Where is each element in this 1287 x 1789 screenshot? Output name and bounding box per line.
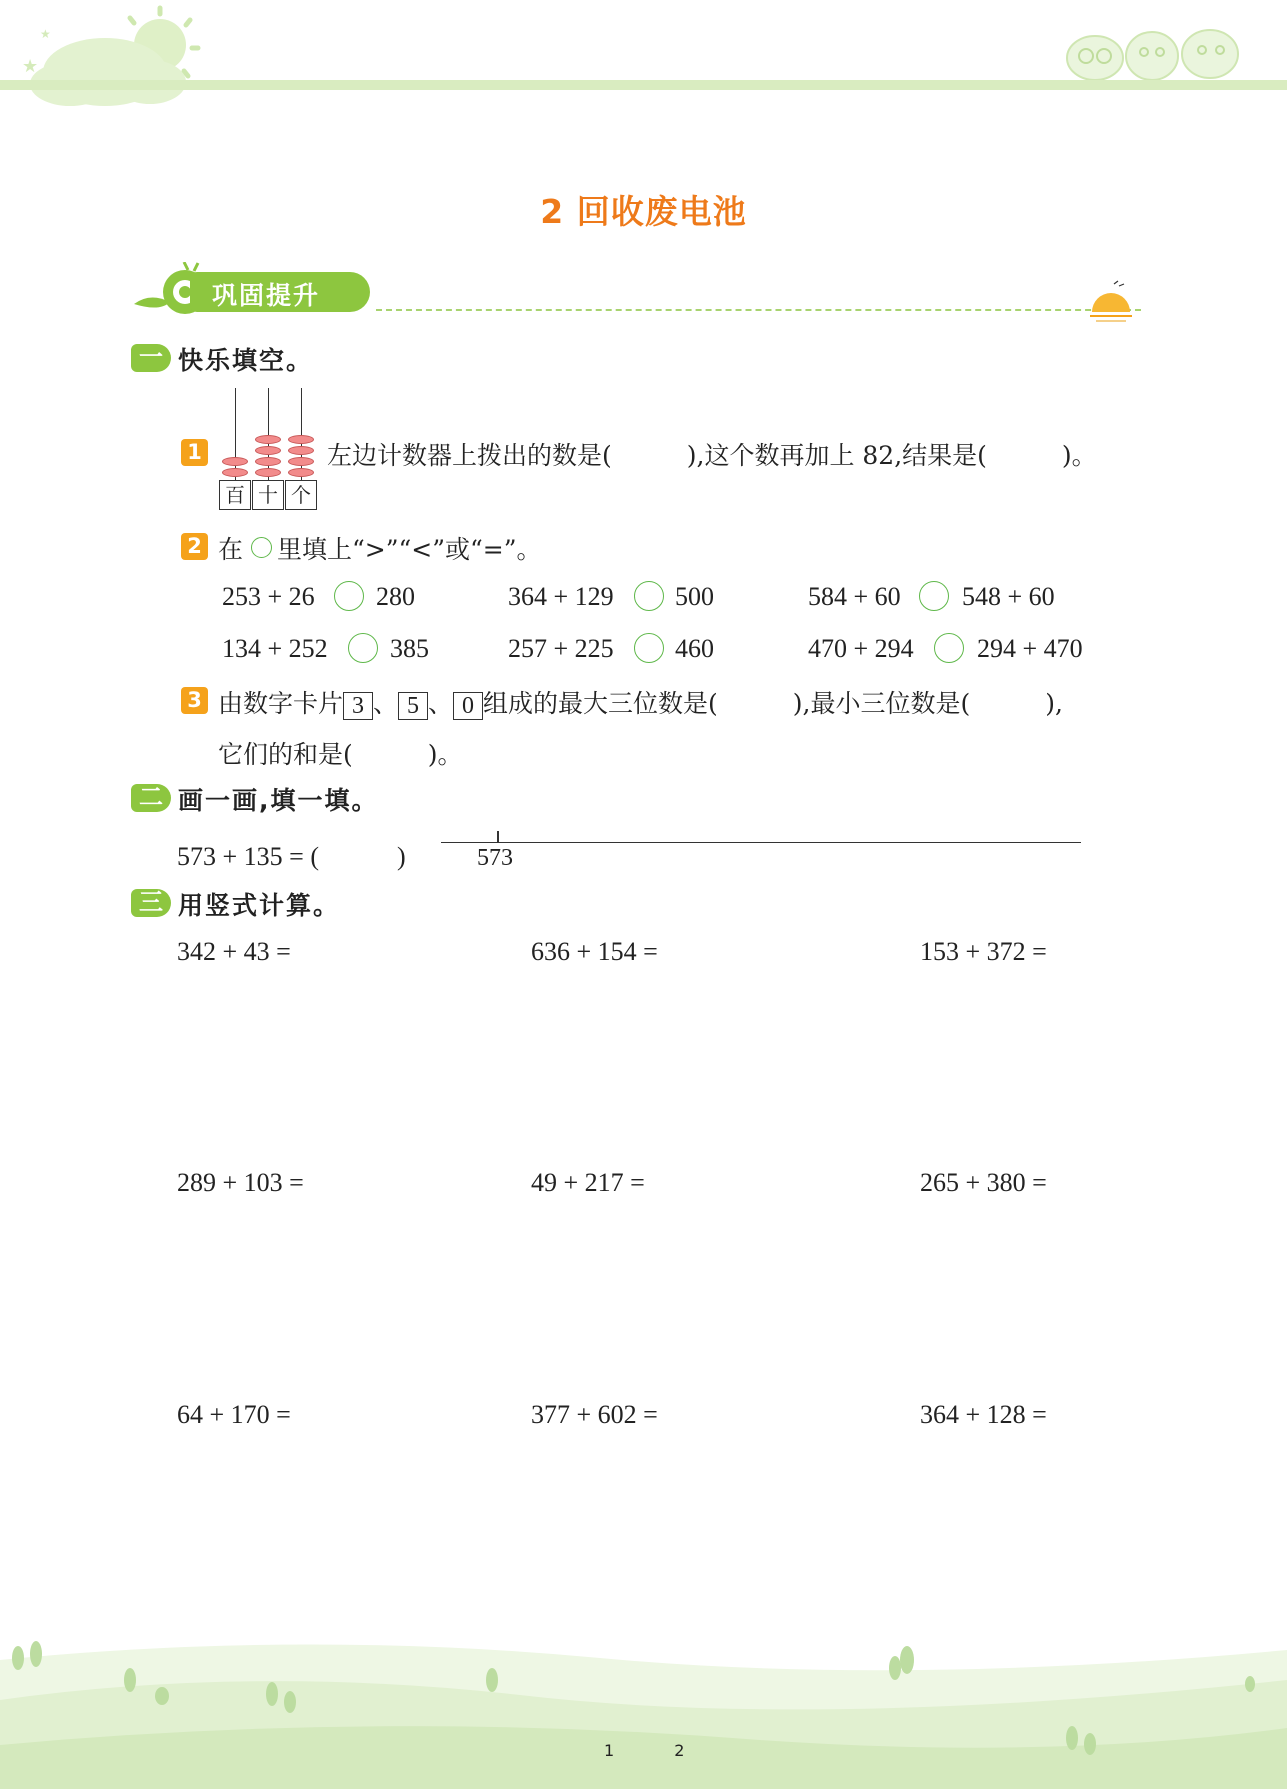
compare-circle[interactable] bbox=[919, 581, 949, 611]
compare-circle[interactable] bbox=[634, 633, 664, 663]
vertical-calc-problem: 64 + 170 = bbox=[177, 1400, 291, 1429]
abacus-bead bbox=[255, 446, 281, 455]
page-number-left: 1 bbox=[604, 1741, 615, 1760]
card-separator: 、 bbox=[428, 689, 454, 718]
page-numbers bbox=[604, 1741, 684, 1760]
abacus-bead bbox=[255, 435, 281, 444]
compare-circle[interactable] bbox=[934, 633, 964, 663]
compare-left: 253 + 26 bbox=[222, 582, 315, 611]
compare-circle[interactable] bbox=[634, 581, 664, 611]
compare-right: 548 + 60 bbox=[962, 582, 1055, 611]
header-band bbox=[0, 80, 1287, 90]
sunset-icon bbox=[1086, 278, 1136, 328]
compare-circle[interactable] bbox=[348, 633, 378, 663]
compare-right: 280 bbox=[376, 582, 415, 611]
abacus-label-ones: 个 bbox=[285, 480, 317, 510]
compare-right: 500 bbox=[675, 582, 714, 611]
compare-circle[interactable] bbox=[334, 581, 364, 611]
abacus-label-tens: 十 bbox=[252, 480, 284, 510]
abacus-label-hundreds: 百 bbox=[219, 480, 251, 510]
question-3-text-a: 由数字卡片 bbox=[218, 689, 344, 718]
compare-left: 584 + 60 bbox=[808, 582, 901, 611]
compare-left: 364 + 129 bbox=[508, 582, 614, 611]
banner-dashed-line bbox=[376, 309, 1141, 311]
hills-decoration bbox=[0, 1610, 1287, 1789]
abacus-bead bbox=[222, 468, 248, 477]
compare-right: 460 bbox=[675, 634, 714, 663]
vertical-calc-problem: 289 + 103 = bbox=[177, 1168, 304, 1197]
section-1-title: 快乐填空。 bbox=[178, 346, 314, 375]
question-2-badge: 2 bbox=[181, 533, 208, 560]
number-line-tick-label: 573 bbox=[477, 845, 513, 871]
question-1-text: 左边计数器上拨出的数是( ),这个数再加上 82,结果是( )。 bbox=[327, 441, 1097, 470]
vertical-calc-problem: 49 + 217 = bbox=[531, 1168, 645, 1197]
digit-card: 0 bbox=[453, 692, 483, 720]
vertical-calc-problem: 153 + 372 = bbox=[920, 937, 1047, 966]
question-1-badge: 1 bbox=[181, 439, 208, 466]
compare-left: 257 + 225 bbox=[508, 634, 614, 663]
svg-text:★: ★ bbox=[40, 27, 51, 41]
digit-card: 3 bbox=[343, 692, 373, 720]
section-3-title: 用竖式计算。 bbox=[178, 891, 341, 920]
compare-circle-sample bbox=[251, 537, 272, 558]
sun-cloud-decoration bbox=[0, 0, 220, 115]
number-line-expression: 573 + 135 = ( ) bbox=[177, 842, 406, 871]
section-2-badge: 二 bbox=[131, 784, 171, 812]
vertical-calc-problem: 265 + 380 = bbox=[920, 1168, 1047, 1197]
vertical-calc-problem: 377 + 602 = bbox=[531, 1400, 658, 1429]
number-line-tick bbox=[497, 831, 499, 843]
compare-right: 385 bbox=[390, 634, 429, 663]
page-number-right: 2 bbox=[674, 1741, 685, 1760]
abacus-bead bbox=[255, 468, 281, 477]
abacus-rod-ones bbox=[301, 388, 302, 480]
abacus-bead bbox=[255, 457, 281, 466]
section-2-title: 画一画,填一填。 bbox=[178, 786, 379, 815]
question-3-line-2: 它们的和是( )。 bbox=[218, 740, 463, 769]
section-3-badge: 三 bbox=[131, 889, 171, 917]
question-2-text-a: 在 bbox=[218, 535, 244, 564]
vertical-calc-problem: 342 + 43 = bbox=[177, 937, 291, 966]
abacus-rod-hundreds bbox=[235, 388, 236, 480]
abacus-bead bbox=[222, 457, 248, 466]
vertical-calc-problem: 636 + 154 = bbox=[531, 937, 658, 966]
abacus-bead bbox=[288, 457, 314, 466]
question-3-text-b: 组成的最大三位数是( ),最小三位数是( ), bbox=[483, 689, 1063, 718]
abacus-bead bbox=[288, 446, 314, 455]
card-separator: 、 bbox=[373, 689, 399, 718]
question-3-line-1 bbox=[218, 684, 1063, 720]
abacus bbox=[218, 388, 320, 514]
digit-card: 5 bbox=[398, 692, 428, 720]
vertical-calc-problem: 364 + 128 = bbox=[920, 1400, 1047, 1429]
section-1-badge: 一 bbox=[131, 344, 171, 372]
compare-left: 470 + 294 bbox=[808, 634, 914, 663]
banner-label: 巩固提升 bbox=[212, 281, 321, 310]
question-2-text-b: 里填上“>”“<”或“=”。 bbox=[277, 535, 542, 564]
abacus-bead bbox=[288, 468, 314, 477]
animal-friends-decoration bbox=[1060, 22, 1260, 84]
abacus-rod-tens bbox=[268, 388, 269, 480]
svg-text:★: ★ bbox=[22, 56, 39, 77]
number-line bbox=[441, 842, 1081, 843]
compare-left: 134 + 252 bbox=[222, 634, 328, 663]
abacus-bead bbox=[288, 435, 314, 444]
page-title: 2 回收废电池 bbox=[540, 192, 747, 231]
question-3-badge: 3 bbox=[181, 687, 208, 714]
compare-right: 294 + 470 bbox=[977, 634, 1083, 663]
